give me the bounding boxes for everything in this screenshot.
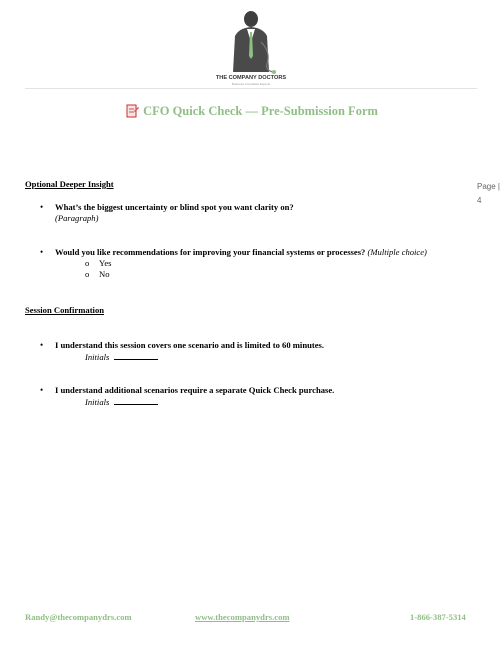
options-list [85, 258, 460, 280]
company-logo [205, 10, 295, 86]
initials-field[interactable] [85, 396, 460, 408]
list-item [40, 340, 460, 363]
bullet-icon: • [40, 202, 44, 212]
page-number: Page | 4 [477, 182, 500, 205]
confirmation-text: I understand this session covers one scenario and is limited to 60 minutes. [55, 340, 325, 350]
list-item [40, 385, 460, 408]
title-row [0, 102, 504, 120]
circle-bullet-icon: o [85, 269, 90, 279]
confirmation-text: I understand additional scenarios require a separate Quick Check purchase. [55, 385, 335, 395]
bullet-icon: • [40, 340, 44, 350]
doctor-figure-icon [205, 10, 295, 86]
option-yes[interactable] [85, 258, 460, 269]
section-heading-confirmation: Session Confirmation [25, 305, 105, 315]
page-title: CFO Quick Check — Pre-Submission Form [143, 103, 378, 118]
circle-bullet-icon: o [85, 258, 90, 268]
initials-line [114, 351, 158, 360]
option-label: No [99, 269, 110, 279]
logo-tagline: Business Consultant Experts [231, 82, 271, 86]
question-text: What’s the biggest uncertainty or blind spot you want clarity on? [55, 202, 294, 212]
option-no[interactable] [85, 269, 460, 280]
question-hint: (Paragraph) [55, 213, 99, 223]
initials-line [114, 396, 158, 405]
bullet-icon: • [40, 247, 44, 257]
question-text: Would you like recommendations for improving your financial systems or processes? [55, 247, 366, 257]
footer-email[interactable]: Randy@thecompanydrs.com [25, 612, 132, 622]
footer-phone: 1-866-387-5314 [410, 612, 466, 622]
list-item [40, 202, 460, 224]
form-icon [126, 104, 139, 118]
footer-website-link[interactable]: www.thecompanydrs.com [195, 612, 290, 622]
list-item [40, 247, 460, 280]
logo-name: THE COMPANY DOCTORS [215, 75, 287, 81]
initials-label: Initials [85, 352, 110, 362]
initials-field[interactable] [85, 351, 460, 363]
header-divider [25, 88, 477, 89]
option-label: Yes [99, 258, 112, 268]
question-hint: (Multiple choice) [367, 247, 427, 257]
bullet-icon: • [40, 385, 44, 395]
section-heading-insight: Optional Deeper Insight [25, 179, 114, 189]
initials-label: Initials [85, 397, 110, 407]
